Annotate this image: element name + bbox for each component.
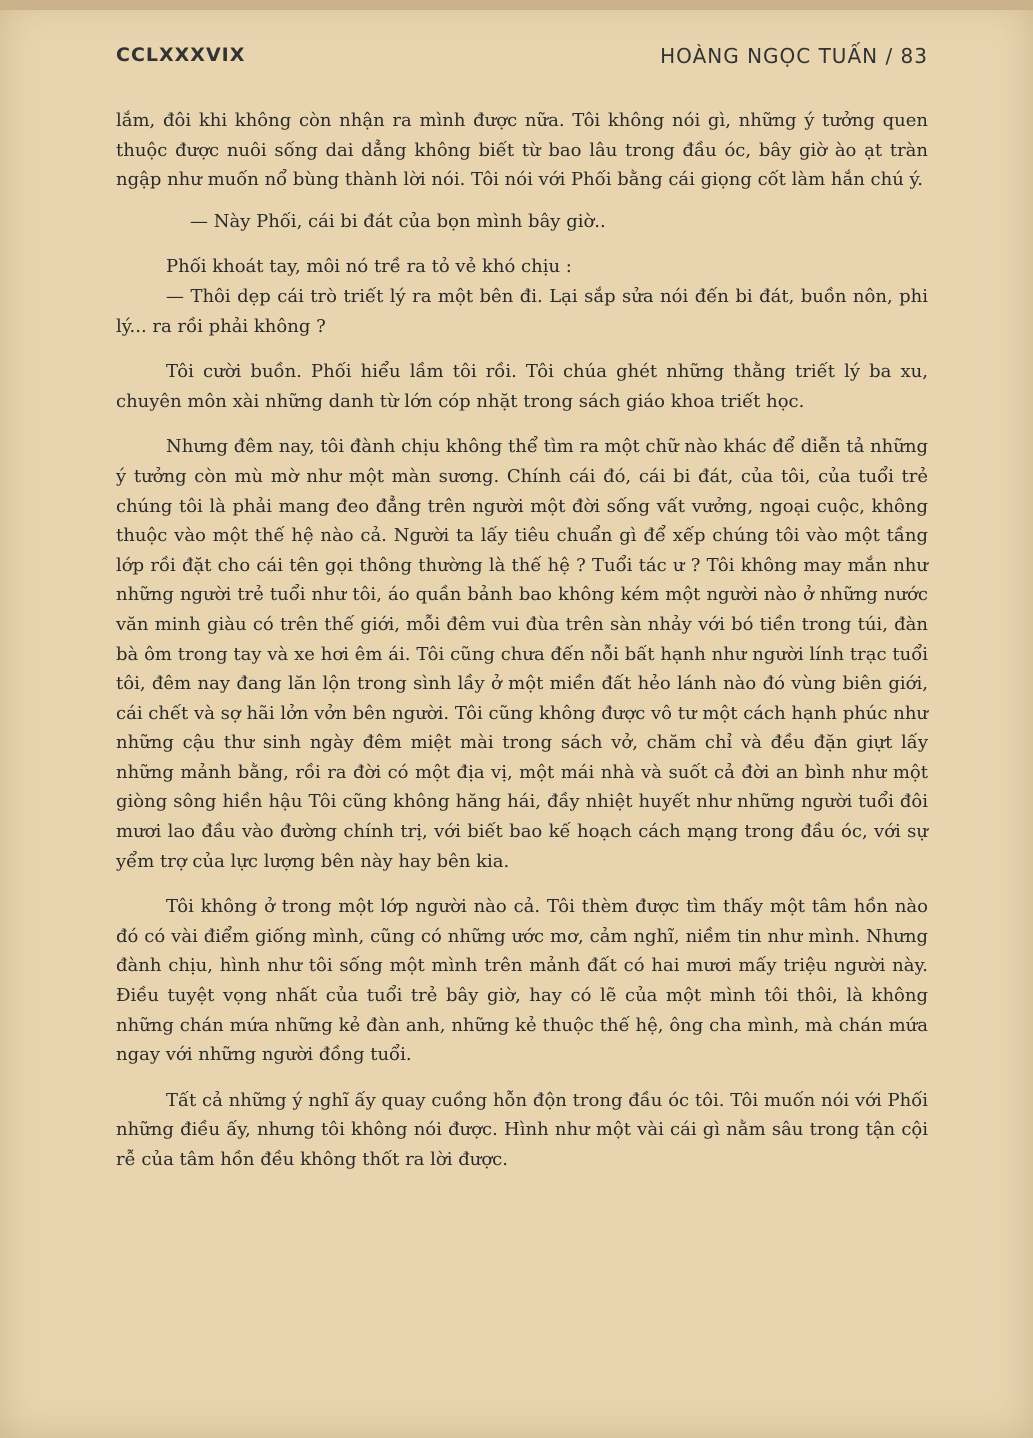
- page-top-edge: [0, 0, 1033, 10]
- paragraph: Phối khoát tay, môi nó trề ra tỏ vẻ khó chịu :: [166, 256, 572, 278]
- paragraph: Tôi không ở trong một lớp người nào cả. Tôi thèm được tìm thấy một tâm hồn nào đó có vài điểm giống mình, cũng có những ước mơ, cảm nghĩ, niềm tin như mình. Nhưng đành chịu, hình như tôi sống một mình trên mảnh đất có hai mươi mấy triệu người này. Điều tuyệt vọng nhất của tuổi trẻ bây giờ, hay có lẽ của một mình tôi thôi, là không những chán mứa những kẻ đàn anh, những kẻ thuộc thế hệ, ông cha mình, mà chán mứa ngay với những người đồng tuổi.: [116, 896, 928, 1066]
- page-header: [116, 44, 928, 74]
- paragraph: Nhưng đêm nay, tôi đành chịu không thể tìm ra một chữ nào khác để diễn tả những ý tưởng còn mù mờ như một màn sương. Chính cái đó, cái bi đát, của tôi, của tuổi trẻ chúng tôi là phải mang đeo đẳng trên người một đời sống vất vưởng, ngoại cuộc, không thuộc vào một thế hệ nào cả. Người ta lấy tiêu chuẩn gì để xếp chúng tôi vào một tầng lớp rồi đặt cho cái tên gọi thông thường là thế hệ ? Tuổi tác ư ? Tôi không may mắn như những người trẻ tuổi như tôi, áo quần bảnh bao không kém một người nào ở những nước văn minh giàu có trên thế giới, mỗi đêm vui đùa trên sàn nhảy với bó tiền trong túi, đàn bà ôm trong tay và xe hơi êm ái. Tôi cũng chưa đến nỗi bất hạnh như người lính trạc tuổi tôi, đêm nay đang lăn lộn trong sình lầy ở một miền đất hẻo lánh nào đó vùng biên giới, cái chết và sợ hãi lởn vởn bên người. Tôi cũng không được vô tư một cách hạnh phúc như những cậu thư sinh ngày đêm miệt mài trong sách vở, chăm chỉ và đều đặn giựt lấy những mảnh bằng, rồi ra đời có một địa vị, một mái nhà và suốt cả đời an bình như một giòng sông hiền hậu Tôi cũng không hăng hái, đầy nhiệt huyết như những người tuổi đôi mươi lao đầu vào đường chính trị, với biết bao kế hoạch cách mạng trong đầu óc, với sự yểm trợ của lực lượng bên này hay bên kia.: [116, 436, 928, 872]
- paragraph-dialog: — Thôi dẹp cái trò triết lý ra một bên đi. Lại sắp sửa nói đến bi đát, buồn nôn, phi lý... ra rồi phải không ?: [116, 285, 928, 337]
- body-text: [116, 106, 928, 1175]
- header-author-page-number: HOÀNG NGỌC TUẤN / 83: [660, 44, 928, 68]
- header-left-mark: CCLXXXVIX: [116, 44, 246, 66]
- paragraph: Tất cả những ý nghĩ ấy quay cuồng hỗn độn trong đầu óc tôi. Tôi muốn nói với Phối những điều ấy, nhưng tôi không nói được. Hình như một vài cái gì nằm sâu trong tận cội rễ của tâm hồn đều không thốt ra lời được.: [116, 1089, 928, 1170]
- paragraph-dialog: — Này Phối, cái bi đát của bọn mình bây giờ..: [190, 210, 606, 232]
- paragraph: Tôi cười buồn. Phối hiểu lầm tôi rồi. Tôi chúa ghét những thằng triết lý ba xu, chuyên môn xài những danh từ lớn cóp nhặt trong sách giáo khoa triết học.: [116, 361, 928, 412]
- paragraph: lắm, đôi khi không còn nhận ra mình được nữa. Tôi không nói gì, những ý tưởng quen thuộc được nuôi sống dai dẳng không biết từ bao lâu trong đầu óc, bây giờ ào ạt tràn ngập như muốn nổ bùng thành lời nói. Tôi nói với Phối bằng cái giọng cốt làm hắn chú ý.: [116, 110, 928, 191]
